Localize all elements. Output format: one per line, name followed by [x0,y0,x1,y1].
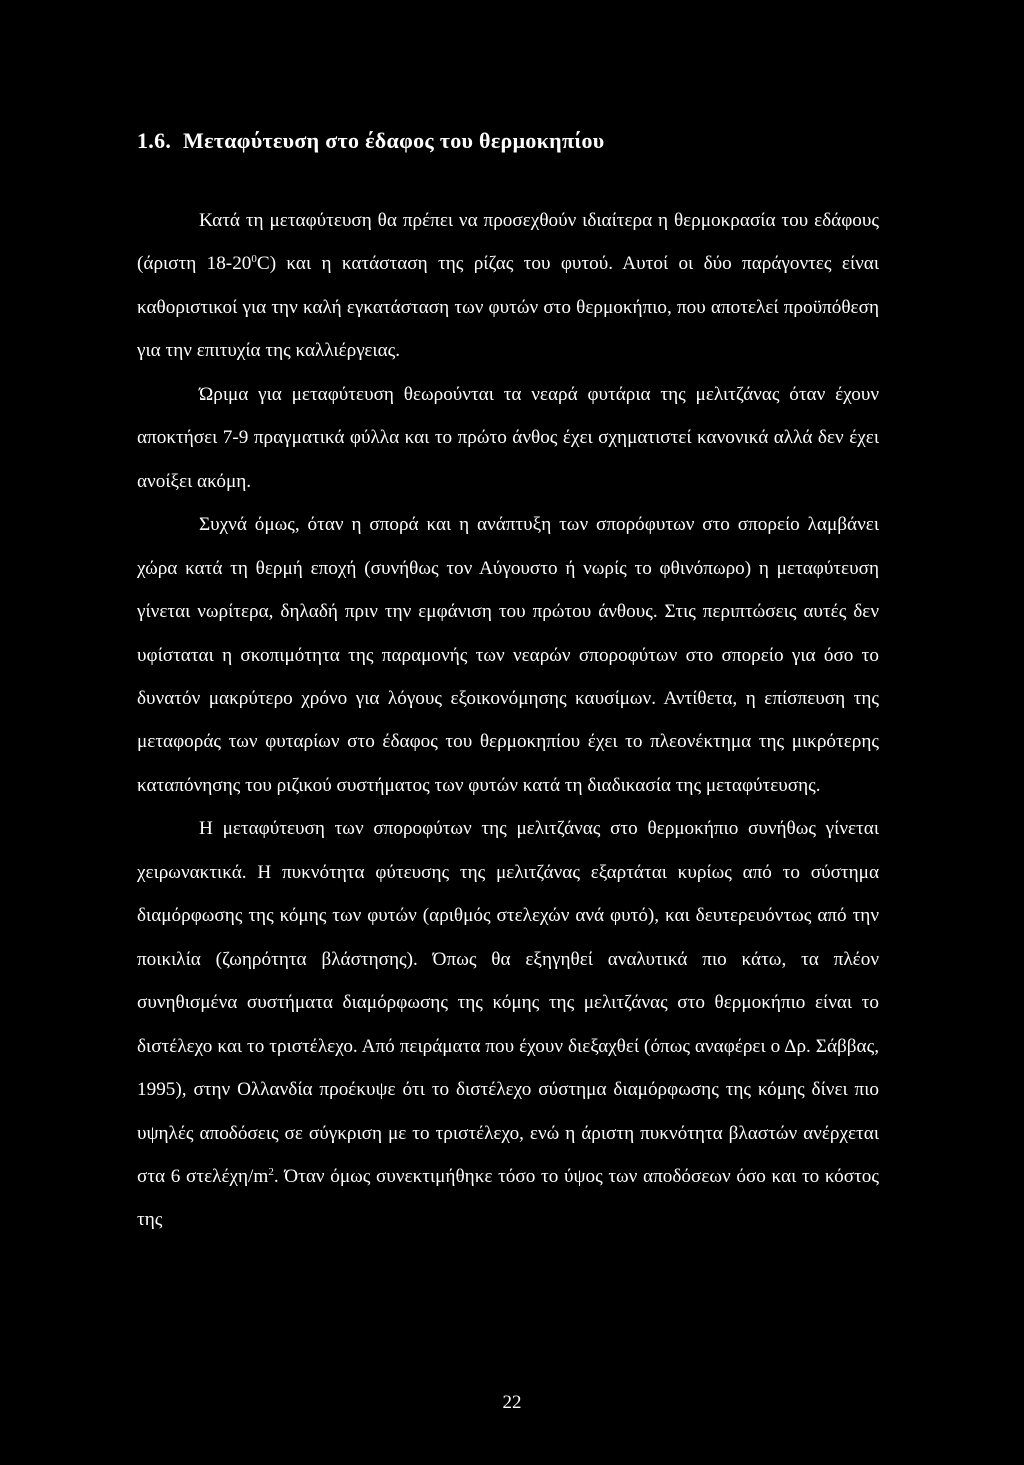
paragraph-4-text-b: . Όταν όμως συνεκτιμήθηκε τόσο το ύψος των αποδόσεων όσο και το κόστος της [137,1165,880,1231]
page-number: 22 [502,1392,522,1413]
section-title: Μεταφύτευση στο έδαφος του θερμοκηπίου [183,128,605,153]
section-number: 1.6. [137,128,172,153]
paragraph-1-text-a: Κατά τη μεταφύτευση θα πρέπει να προσεχθούν ιδιαίτερα η θερμοκρασία του εδάφους (άριστη 18-20 [137,210,879,275]
section-heading [137,128,604,154]
paragraph-1-text-b: C) και η κατάσταση της ρίζας του φυτού. Αυτοί οι δύο παράγοντες είναι καθοριστικοί για την καλή εγκατάσταση των φυτών στο θερμοκήπιο, που αποτελεί προϋπόθεση για την επιτυχία της καλλιέργειας. [137,253,879,362]
paragraph-4-text-a: Η μεταφύτευση των σποροφύτων της μελιτζάνας στο θερμοκήπιο συνήθως γίνεται χειρωνακτικά. Η πυκνότητα φύτευσης της μελιτζάνας εξαρτάται κυρίως από το σύστημα διαμόρφωσης της κόμης των φυτών (αριθμός στελεχών ανά φυτό), και δευτερευόντως από την ποικιλία (ζωηρότητα βλάστησης). Όπως θα εξηγηθεί αναλυτικά πιο κάτω, τα πλέον συνηθισμένα συστήματα διαμόρφωσης της κόμης της μελιτζάνας στο θερμοκήπιο είναι το διστέλεχο και το τριστέλεχο. Από πειράματα που έχουν διεξαχθεί (όπως αναφέρει ο Δρ. Σάββας, 1995), στην Ολλανδία προέκυψε ότι το διστέλεχο σύστημα διαμόρφωσης της κόμης δίνει πιο υψηλές αποδόσεις σε σύγκριση με το τριστέλεχο, ενώ η άριστη πυκνότητα βλαστών ανέρχεται στα 6 στελέχη/m [137,818,879,1187]
squared-superscript: 2 [268,1165,274,1178]
paragraph-4 [137,807,879,1242]
paragraph-3: Συχνά όμως, όταν η σπορά και η ανάπτυξη των σπορόφυτων στο σπορείο λαμβάνει χώρα κατά τη θερμή εποχή (συνήθως τον Αύγουστο ή νωρίς το φθινόπωρο) η μεταφύτευση γίνεται νωρίτερα, δηλαδή πριν την εμφάνιση του πρώτου άνθους. Στις περιπτώσεις αυτές δεν υφίσταται η σκοπιμότητα της παραμονής των νεαρών σποροφύτων στο σπορείο για όσο το δυνατόν μακρύτερο χρόνο για λόγους εξοικονόμησης καυσίμων. Αντίθετα, η επίσπευση της μεταφοράς των φυταρίων στο έδαφος του θερμοκηπίου έχει το πλεονέκτημα της μικρότερης καταπόνησης του ριζικού συστήματος των φυτών κατά τη διαδικασία της μεταφύτευσης. [137,514,879,796]
body-text [137,199,879,1242]
paragraph-1 [137,199,879,373]
degree-superscript: 0 [251,253,257,266]
paragraph-2: Ώριμα για μεταφύτευση θεωρούνται τα νεαρά φυτάρια της μελιτζάνας όταν έχουν αποκτήσει 7-9 πραγματικά φύλλα και το πρώτο άνθος έχει σχηματιστεί κανονικά αλλά δεν έχει ανοίξει ακόμη. [137,383,879,492]
